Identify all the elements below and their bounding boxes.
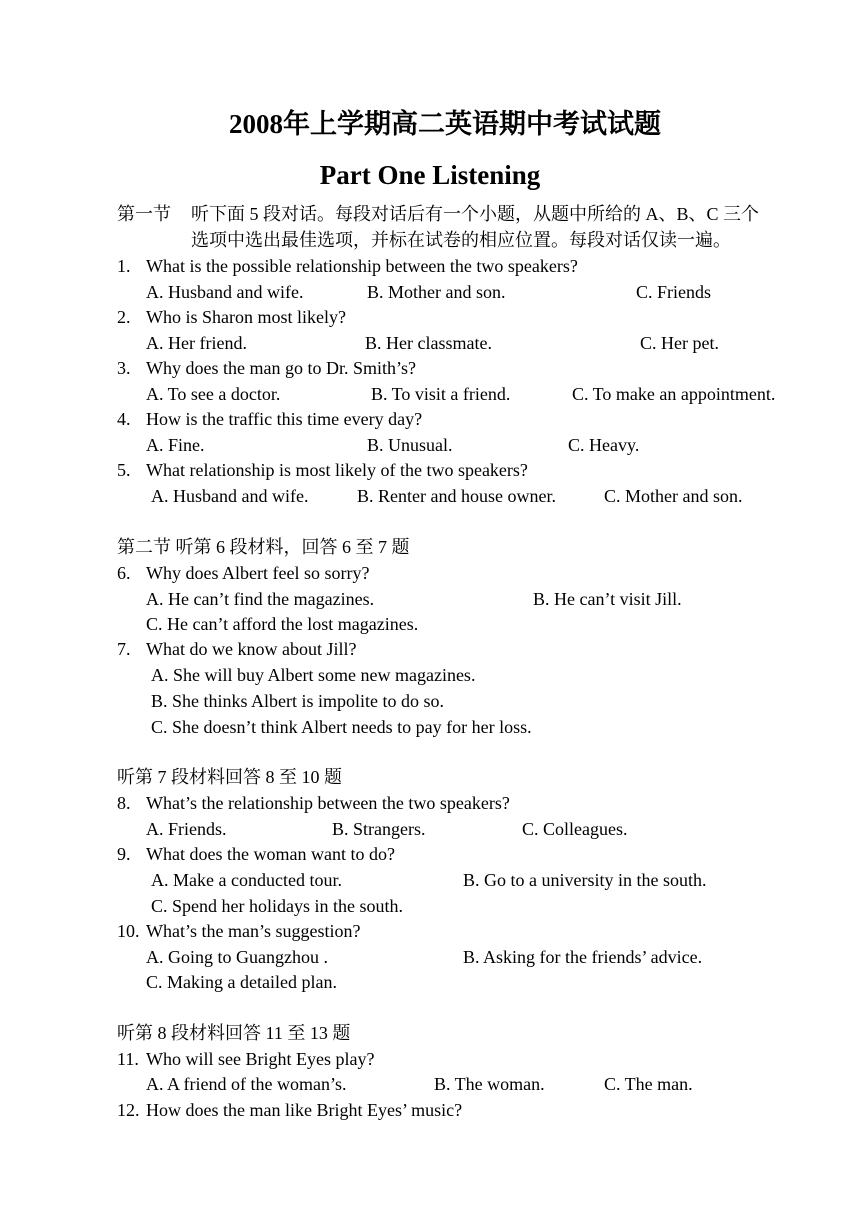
question-text: How does the man like Bright Eyes’ music? xyxy=(146,1100,463,1120)
option-b: B. She thinks Albert is impolite to do so. xyxy=(151,691,445,711)
option-a: A. Make a conducted tour. xyxy=(151,870,342,890)
option-b: B. To visit a friend. xyxy=(371,384,511,404)
option-a: A. A friend of the woman’s. xyxy=(146,1074,347,1094)
option-b: B. Go to a university in the south. xyxy=(463,870,707,890)
option-c: C. Heavy. xyxy=(568,435,640,455)
option-a: A. To see a doctor. xyxy=(146,384,281,404)
question-number: 12. xyxy=(117,1100,140,1120)
option-c: C. Friends xyxy=(636,282,712,302)
option-b: B. Renter and house owner. xyxy=(357,486,556,506)
question-text: How is the traffic this time every day? xyxy=(146,409,423,429)
option-a: A. Her friend. xyxy=(146,333,247,353)
question-number: 4. xyxy=(117,409,131,429)
option-c: C. Colleagues. xyxy=(522,819,628,839)
question-number: 9. xyxy=(117,844,131,864)
option-a: A. Going to Guangzhou . xyxy=(146,947,328,967)
option-c: C. Spend her holidays in the south. xyxy=(151,896,403,916)
question-text: What’s the man’s suggestion? xyxy=(146,921,361,941)
question-text: What does the woman want to do? xyxy=(146,844,395,864)
option-c: C. Mother and son. xyxy=(604,486,743,506)
question-number: 3. xyxy=(117,358,131,378)
option-c: C. He can’t afford the lost magazines. xyxy=(146,614,419,634)
question-text: Who is Sharon most likely? xyxy=(146,307,346,327)
question-text: What relationship is most likely of the two speakers? xyxy=(146,460,528,480)
question-number: 2. xyxy=(117,307,131,327)
question-number: 8. xyxy=(117,793,131,813)
question-text: Why does Albert feel so sorry? xyxy=(146,563,370,583)
question-number: 5. xyxy=(117,460,131,480)
page-title: 2008年上学期高二英语期中考试试题 xyxy=(229,109,661,139)
question-text: Who will see Bright Eyes play? xyxy=(146,1049,375,1069)
question-number: 1. xyxy=(117,256,131,276)
question-number: 6. xyxy=(117,563,131,583)
option-a: A. Husband and wife. xyxy=(151,486,309,506)
option-b: B. Mother and son. xyxy=(367,282,506,302)
option-c: C. Her pet. xyxy=(640,333,719,353)
option-a: A. Fine. xyxy=(146,435,205,455)
section1-instructions-line2: 选项中选出最佳选项，并标在试卷的相应位置。每段对话仅读一遍。 xyxy=(191,230,731,250)
option-c: C. To make an appointment. xyxy=(572,384,776,404)
option-a: A. Friends. xyxy=(146,819,227,839)
option-b: B. Strangers. xyxy=(332,819,426,839)
question-number: 7. xyxy=(117,639,131,659)
option-b: B. Her classmate. xyxy=(365,333,492,353)
question-text: Why does the man go to Dr. Smith’s? xyxy=(146,358,416,378)
question-number: 10. xyxy=(117,921,140,941)
section1-instructions-line1: 听下面 5 段对话。每段对话后有一个小题，从题中所给的 A、B、C 三个 xyxy=(191,204,760,224)
section1-label: 第一节 xyxy=(117,204,171,224)
question-text: What is the possible relationship between the two speakers? xyxy=(146,256,578,276)
option-b: B. Asking for the friends’ advice. xyxy=(463,947,703,967)
option-c: C. She doesn’t think Albert needs to pay for her loss. xyxy=(151,717,532,737)
question-number: 11. xyxy=(117,1049,139,1069)
option-c: C. The man. xyxy=(604,1074,693,1094)
option-b: B. The woman. xyxy=(434,1074,545,1094)
option-a: A. Husband and wife. xyxy=(146,282,304,302)
part-heading: Part One Listening xyxy=(319,160,541,190)
option-b: B. Unusual. xyxy=(367,435,453,455)
question-text: What’s the relationship between the two speakers? xyxy=(146,793,510,813)
question-text: What do we know about Jill? xyxy=(146,639,357,659)
section3-heading: 听第 7 段材料回答 8 至 10 题 xyxy=(117,767,342,787)
section4-heading: 听第 8 段材料回答 11 至 13 题 xyxy=(117,1023,351,1043)
option-b: B. He can’t visit Jill. xyxy=(533,589,682,609)
option-a: A. He can’t find the magazines. xyxy=(146,589,375,609)
section2-heading: 第二节 听第 6 段材料，回答 6 至 7 题 xyxy=(117,537,410,557)
option-a: A. She will buy Albert some new magazines. xyxy=(151,665,476,685)
option-c: C. Making a detailed plan. xyxy=(146,972,337,992)
